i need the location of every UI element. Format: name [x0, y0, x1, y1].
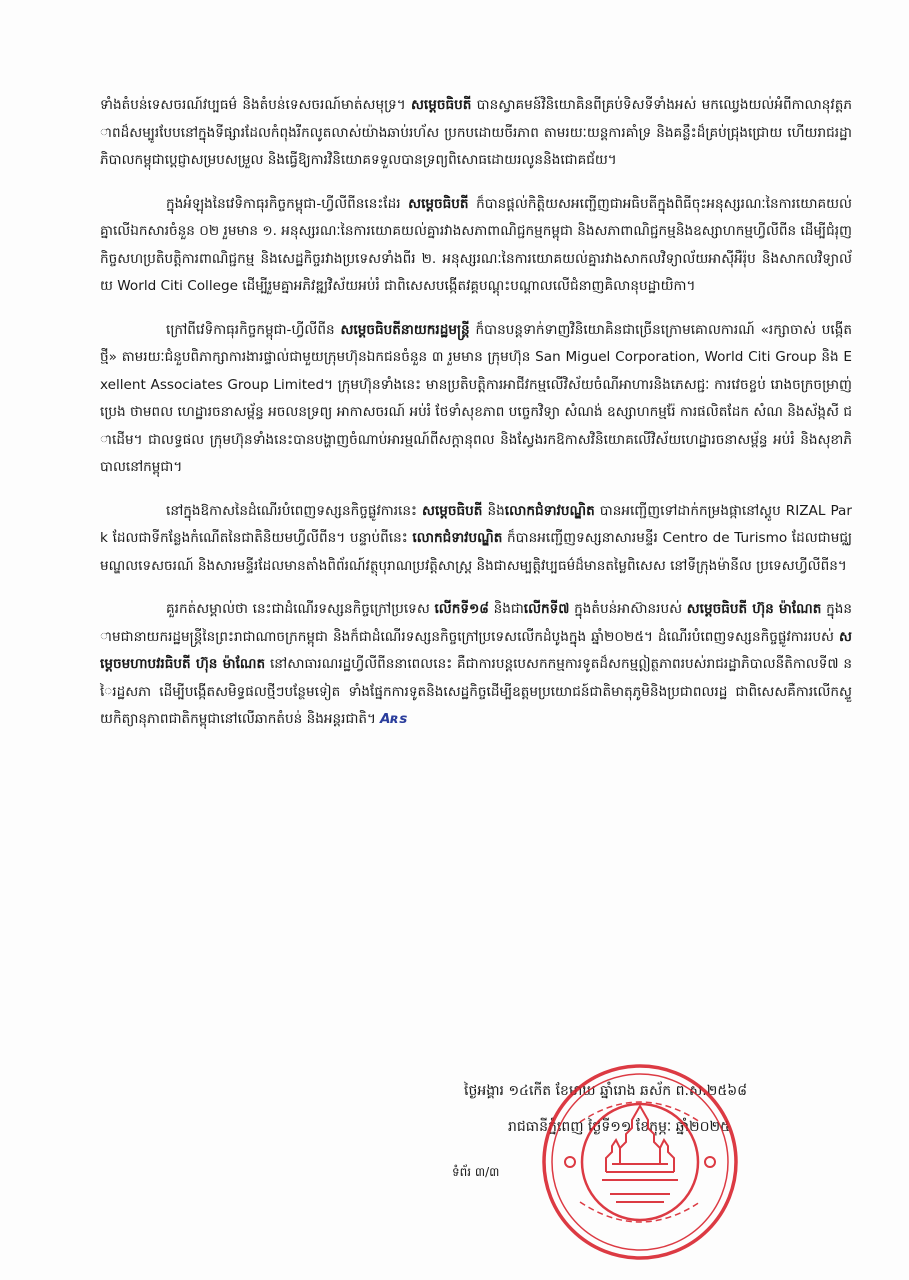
text-run: ក៏បានអញ្ជើញទស្សនាសារមន្ទីរ Centro de Turismo ដែលជាមជ្ឈមណ្ឌលទេសចរណ៍ និងសារមន្ទីរដែលមានតាំងពិព័រណ៍វត្ថុបុរាណប្រវត្តិសាស្ត្រ និងជាសម្បត្តិវប្បធម៌ដ៏មានតម្លៃពិសេស នៅទីក្រុងម៉ានីល ប្រទេសហ្វីលីពីន។	[100, 530, 852, 574]
paragraph-1	[100, 92, 852, 175]
paragraph-4	[100, 498, 852, 581]
bold-text: សម្តេចធិបតី	[422, 502, 483, 519]
official-seal-icon	[540, 1062, 740, 1262]
text-run: ក្រៅពីវេទិកាធុរកិច្ចកម្ពុជា-ហ្វីលីពីន	[166, 321, 341, 338]
text-run: និងជា	[488, 601, 524, 617]
page-number: ទំព័រ ៣/៣	[452, 1165, 500, 1179]
text-run: ក្នុងតំបន់អាស៊ានរបស់	[569, 601, 687, 617]
date-line-lunar: ថ្ងៃអង្គារ ១៤កើត ខែមាឃ ឆ្នាំរោង ឆស័ក ព.ស.២៥៦៨	[464, 1083, 748, 1099]
bold-text: លោកជំទាវបណ្ឌិត	[412, 530, 503, 546]
text-run: ក្នុងអំឡុងនៃវេទិកាធុរកិច្ចកម្ពុជា-ហ្វីលីពីននេះដែរ	[166, 195, 409, 212]
bold-text: សម្តេចធិបតី	[410, 97, 472, 113]
paragraph-2	[100, 191, 852, 301]
body-text	[100, 92, 852, 750]
paragraph-5	[100, 596, 852, 734]
text-run: និង	[482, 502, 505, 519]
paragraph-3	[100, 317, 852, 482]
bold-text: សម្តេចមហាបវរធិបតី ហ៊ុន ម៉ាណែត	[100, 628, 852, 672]
text-run: ក៏បានបន្តទាក់ទាញវិនិយោគិនជាច្រើនក្រោមគោលការណ៍ «រក្សាចាស់ បង្កើតថ្មី» តាមរយៈជំនួបពិភាក្សាការងារផ្ទាល់ជាមួយក្រុមហ៊ុនឯកជនចំនួន ៣ រួមមាន ក្រុមហ៊ុន San Miguel Corporation, World Citi Group និង Exellent Associates Group Limited។ ក្រុមហ៊ុនទាំងនេះ មានប្រតិបត្តិការអាជីវកម្មលើវិស័យចំណីអាហារនិងភេសជ្ជៈ ការវេចខ្ចប់ រោងចក្រចម្រាញ់ប្រេង ថាមពល ហេដ្ឋារចនាសម្ព័ន្ធ អចលនទ្រព្យ អាកាសចរណ៍ អប់រំ ថែទាំសុខភាព បច្ចេកវិទ្យា សំណង់ ឧស្សាហកម្មរ៉ែ ការផលិតដែក សំណ និងស័ង្កសី ជាដើម។ ជាលទ្ធផល ក្រុមហ៊ុនទាំងនេះបានបង្ហាញចំណាប់អារម្មណ៍ពីសក្តានុពល និងស្វែងរកឱកាសវិនិយោគលើវិស័យហេដ្ឋារចនាសម្ព័ន្ធ អប់រំ និងសុខាភិបាលនៅកម្ពុជា។	[100, 321, 852, 475]
text-run: ទាំងតំបន់ទេសចរណ៍វប្បធម៌ និងតំបន់ទេសចរណ៍មាត់សមុទ្រ។	[100, 97, 411, 113]
bold-text: លើកទី១៨	[434, 601, 489, 617]
text-run: បានស្វាគមន៍វិនិយោគិនពីគ្រប់ទិសទីទាំងអស់ មកឈ្វេងយល់អំពីកាលានុវត្តភាពដ៏សម្បូរបែបនៅក្នុងទីផ្សារដែលកំពុងរីកលូតលាស់យ៉ាងឆាប់រហ័ស ប្រកបដោយចីរភាព តាមរយៈយន្តការគាំទ្រ និងគន្លឹះដ៏គ្រប់ជ្រុងជ្រោយ ហើយរាជរដ្ឋាភិបាលកម្ពុជាប្ដេជ្ញាសម្របសម្រួល និងធ្វើឱ្យការវិនិយោគទទួលបានទ្រព្យពិសោធដោយរលូននិងជោគជ័យ។	[100, 97, 852, 168]
bold-text: សម្តេចធិបតី ហ៊ុន ម៉ាណែត	[686, 601, 822, 617]
text-run: បានអញ្ជើញទៅដាក់កម្រងផ្កានៅស្តូប RIZAL Park ដែលជាទីកន្លែងកំណើតនៃជាតិនិយមហ្វីលីពីន។ បន្ទាប់ពីនេះ	[100, 502, 852, 546]
text-run: នៅក្នុងឱកាសនៃដំណើរបំពេញទស្សនកិច្ចផ្លូវការនេះ	[166, 502, 423, 519]
bold-text: សម្តេចធិបតី	[408, 195, 469, 212]
date-line-gregorian: រាជធានីភ្នំពេញ ថ្ងៃទី១១ ខែកុម្ភៈ ឆ្នាំ២០២៥	[508, 1119, 731, 1135]
text-run: ក្នុងនាមជានាយករដ្ឋមន្ត្រីនៃព្រះរាជាណាចក្រកម្ពុជា និងក៏ជាដំណើរទស្សនកិច្ចក្រៅប្រទេសលើកដំបូងក្នុង ឆ្នាំ២០២៥។ ដំណើរបំពេញទស្សនកិច្ចផ្លូវការរបស់	[100, 601, 852, 645]
text-run: ក៏បានផ្ដល់កិត្តិយសអញ្ជើញជាអធិបតីក្នុងពិធីចុះអនុស្សរណៈនៃការយោគយល់គ្នាលើឯកសារចំនួន ០២ រួមមាន ១. អនុស្សរណៈនៃការយោគយល់គ្នារវាងសភាពាណិជ្ជកម្មកម្ពុជា និងសភាពាណិជ្ជកម្មនិងឧស្សាហកម្មហ្វីលីពីន ដើម្បីជំរុញកិច្ចសហប្រតិបត្តិការពាណិជ្ជកម្ម និងសេដ្ឋកិច្ចរវាងប្រទេសទាំងពីរ ២. អនុស្សរណៈនៃការយោគយល់គ្នារវាងសាកលវិទ្យាល័យអាស៊ីអឺរ៉ុប និងសាកលវិទ្យាល័យ World Citi College ដើម្បីរួមគ្នាអភិវឌ្ឍវិស័យអប់រំ ជាពិសេសបង្កើតវគ្គបណ្តុះបណ្តាលលើជំនាញគិលានុបដ្ឋាយិកា។	[100, 195, 852, 294]
handwritten-initials: Aʀs	[380, 711, 408, 727]
bold-text: លោកជំទាវបណ្ឌិត	[504, 502, 595, 519]
text-run: គួរកត់សម្គាល់ថា នេះជាដំណើរទស្សនកិច្ចក្រៅប្រទេស	[166, 601, 435, 617]
bold-text: លើកទី៧	[523, 601, 570, 617]
text-run: នៅសាធារណរដ្ឋហ្វីលីពីននាពេលនេះ គឺជាការបន្តបេសកកម្មការទូតដ៏សកម្មឦត្ថភាពរបស់រាជរដ្ឋាភិបាលនីតិកាលទី៧ នៃរដ្ឋសភា ដើម្បីបង្កើតសមិទ្ធផលថ្មីៗបន្ថែមទៀត ទាំងផ្នែកការទូតនិងសេដ្ឋកិច្ចដើម្បីឧត្តមប្រយោជន៍ជាតិមាតុភូមិនិងប្រជាពលរដ្ឋ ជាពិសេសគឺការលើកស្ទួយកិត្យានុភាពជាតិកម្ពុជានៅលើឆាកតំបន់ និងអន្តរជាតិ។	[100, 656, 852, 727]
bold-text: សម្តេចធិបតីនាយករដ្ឋមន្ត្រី	[340, 321, 470, 338]
